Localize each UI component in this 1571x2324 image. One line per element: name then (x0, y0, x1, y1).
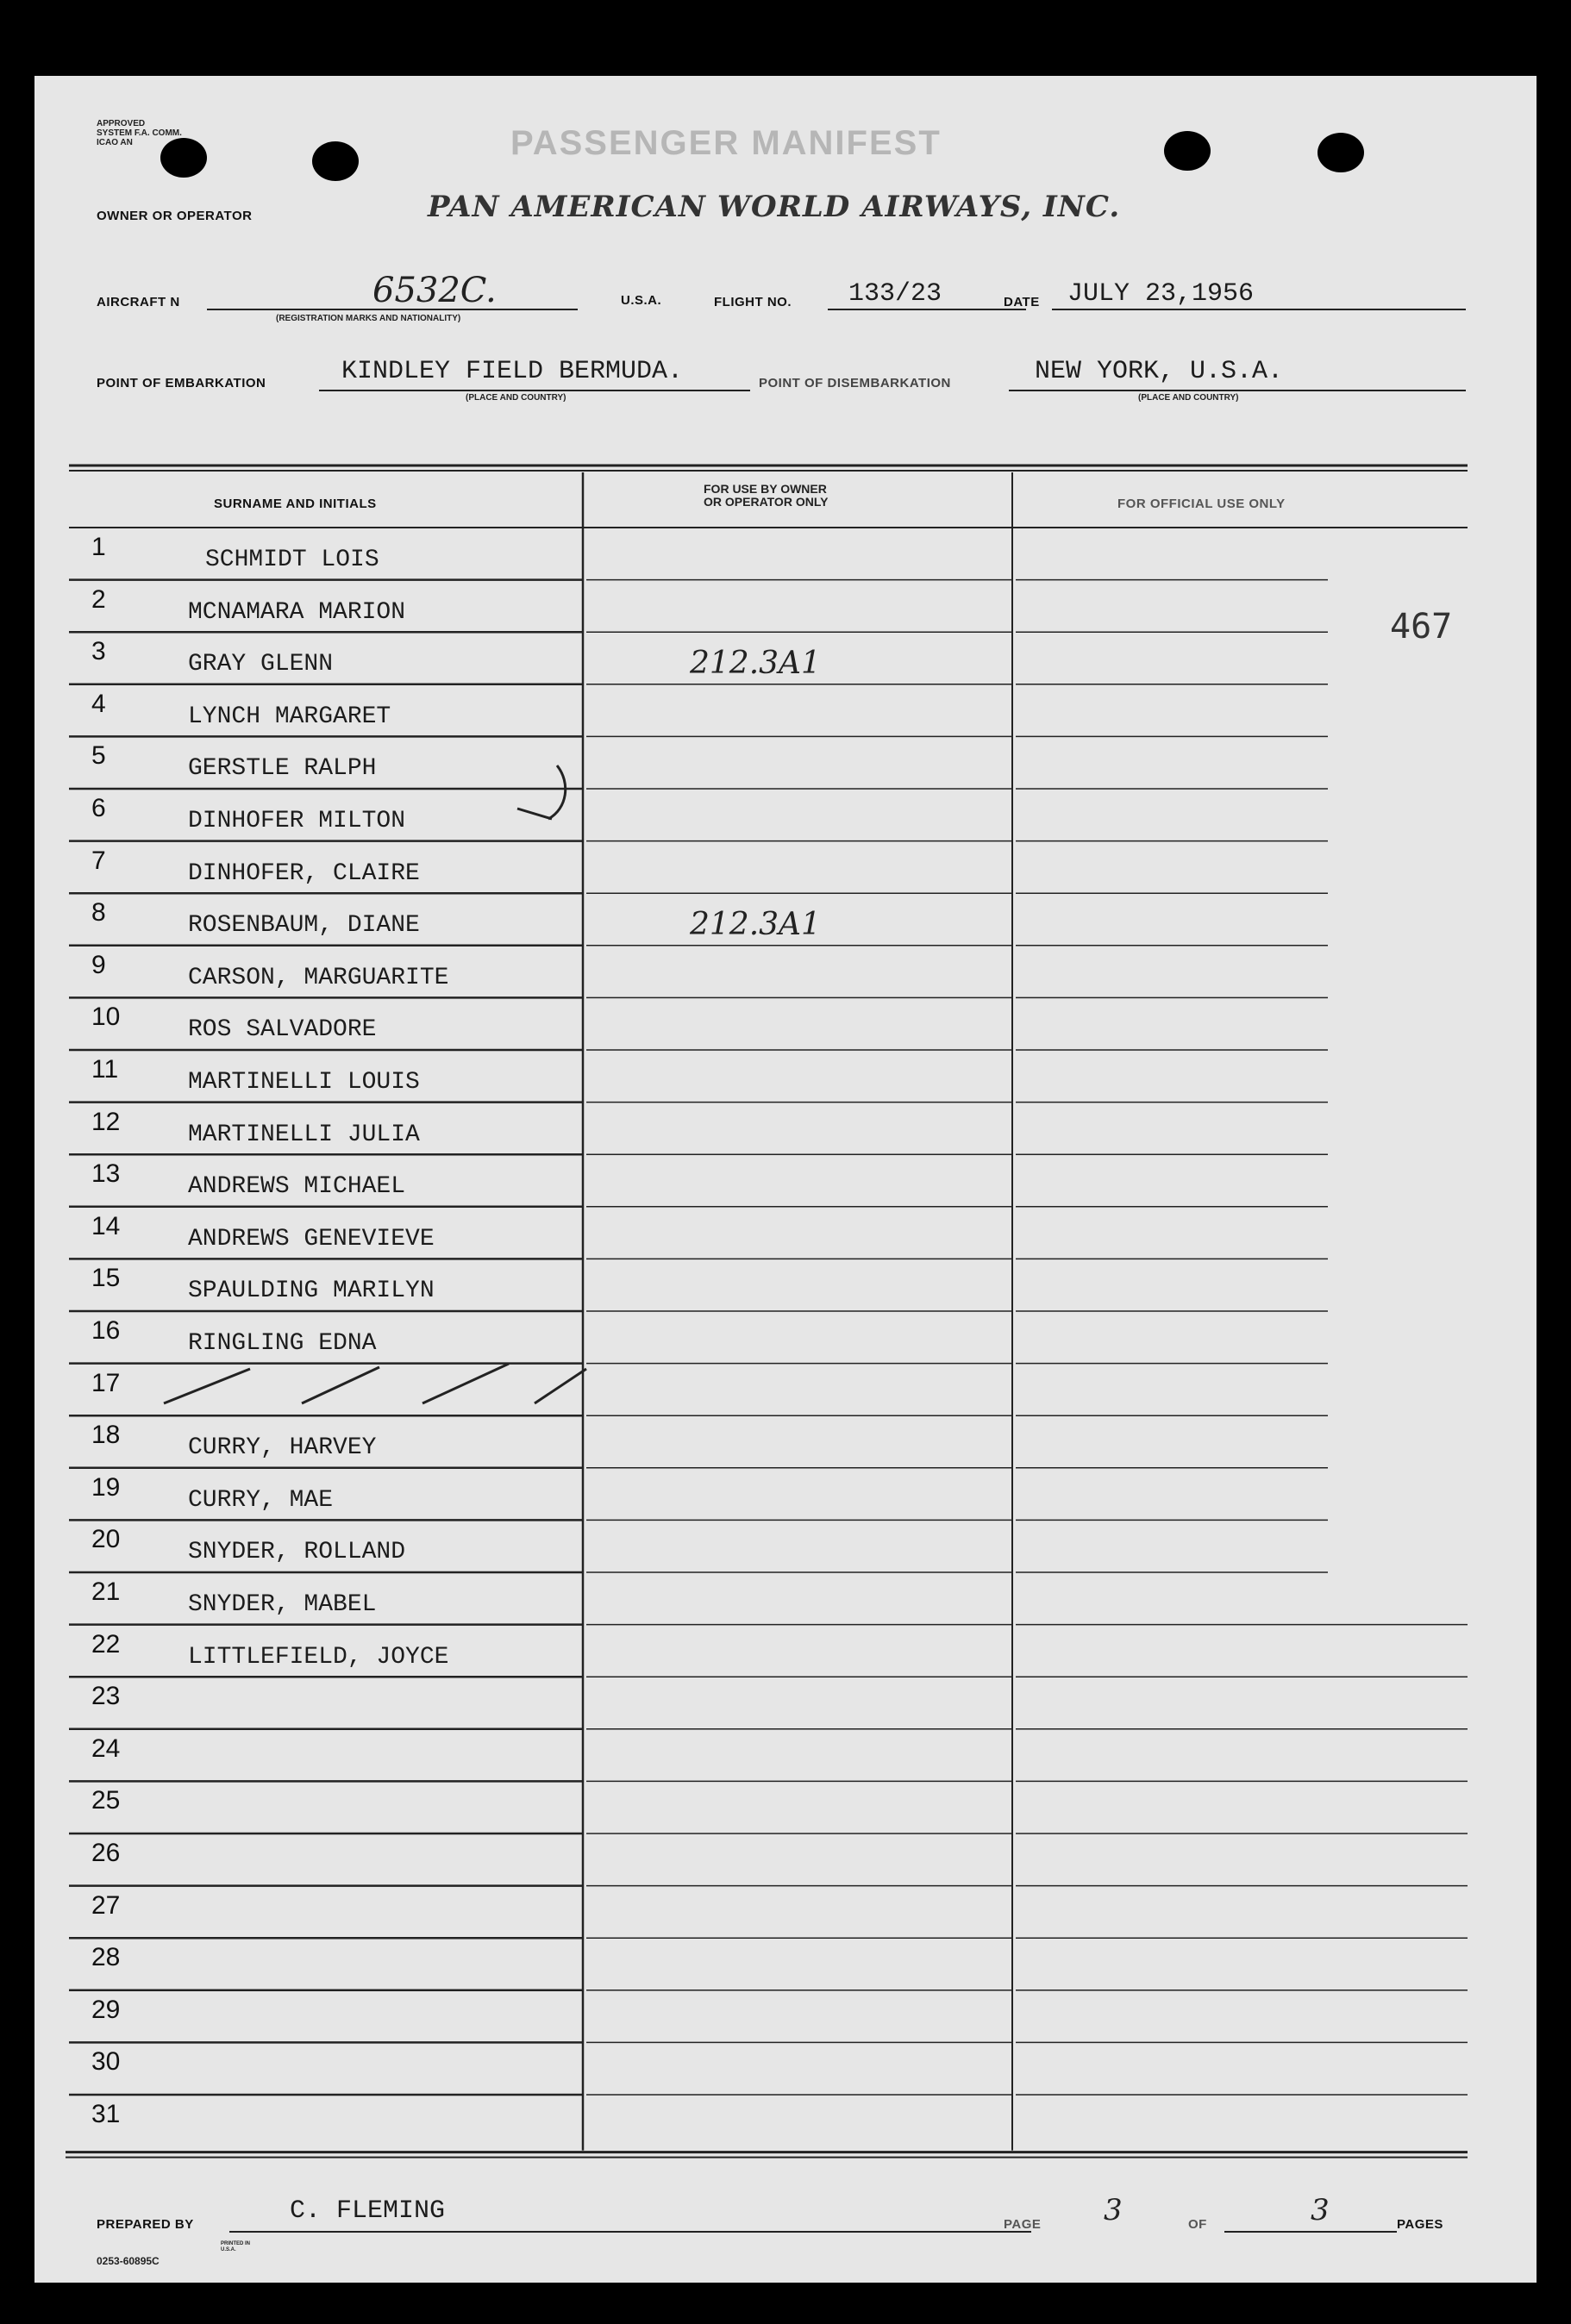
row-number: 24 (91, 1734, 121, 1763)
row-number: 10 (91, 1003, 121, 1032)
passenger-name: ROS SALVADORE (188, 1016, 377, 1044)
row-number: 5 (91, 741, 106, 771)
passenger-name: CURRY, MAE (188, 1486, 334, 1514)
row-number: 30 (91, 2047, 121, 2077)
passenger-name: SCHMIDT LOIS (205, 547, 379, 573)
aircraft-label: AIRCRAFT N (97, 295, 180, 309)
row-number: 28 (91, 1943, 121, 1972)
page-number: 3 (1104, 2193, 1123, 2227)
row-number: 9 (91, 950, 106, 979)
flight-label: FLIGHT NO. (714, 295, 792, 309)
passenger-name: ROSENBAUM, DIANE (188, 912, 420, 940)
passenger-name: ANDREWS MICHAEL (188, 1173, 406, 1201)
embarkation-caption: (PLACE AND COUNTRY) (466, 393, 566, 403)
row-number: 14 (91, 1211, 121, 1240)
flight-number: 133/23 (848, 279, 942, 309)
passenger-name: LYNCH MARGARET (188, 703, 391, 730)
passenger-name: DINHOFER, CLAIRE (188, 859, 420, 887)
row-number: 27 (91, 1890, 121, 1920)
passenger-name: LITTLEFIELD, JOYCE (188, 1643, 449, 1671)
check-mark (34, 76, 1537, 2283)
date-label: DATE (1004, 295, 1040, 309)
row-number: 20 (91, 1525, 121, 1554)
approval-block: APPROVED SYSTEM F.A. COMM. ICAO AN (97, 119, 182, 147)
prepared-by-label: PREPARED BY (97, 2217, 194, 2232)
passenger-name: SNYDER, ROLLAND (188, 1539, 406, 1566)
stamp-number: 467 (1390, 607, 1453, 647)
owner-note: 212.3A1 (690, 646, 821, 682)
form-title: PASSENGER MANIFEST (510, 124, 942, 162)
aircraft-nationality: U.S.A. (621, 293, 662, 308)
passenger-name: GRAY GLENN (188, 651, 334, 678)
passenger-name: MARTINELLI LOUIS (188, 1069, 420, 1096)
row-number: 3 (91, 637, 106, 666)
passenger-name: CURRY, HARVEY (188, 1434, 377, 1462)
column-header-owner: FOR USE BY OWNER OR OPERATOR ONLY (704, 482, 829, 509)
row-number: 15 (91, 1264, 121, 1293)
passenger-name: GERSTLE RALPH (188, 755, 377, 783)
row-number: 29 (91, 1995, 121, 2024)
passenger-name: MCNAMARA MARION (188, 598, 406, 626)
row-number: 12 (91, 1107, 121, 1136)
owner-note: 212.3A1 (690, 907, 821, 943)
row-number: 11 (91, 1055, 119, 1084)
owner-name: PAN AMERICAN WORLD AIRWAYS, INC. (428, 190, 1121, 224)
disembarkation-caption: (PLACE AND COUNTRY) (1138, 393, 1239, 403)
aircraft-registration: 6532C. (372, 271, 497, 310)
embarkation-label: POINT OF EMBARKATION (97, 376, 266, 390)
row-number: 23 (91, 1682, 121, 1711)
passenger-name: ANDREWS GENEVIEVE (188, 1225, 435, 1253)
row-number: 26 (91, 1839, 121, 1867)
row-number: 4 (91, 689, 106, 718)
row-number: 13 (91, 1159, 121, 1189)
owner-label: OWNER OR OPERATOR (97, 209, 253, 223)
row-number: 6 (91, 794, 106, 822)
row-number: 8 (91, 898, 106, 928)
row-number: 25 (91, 1786, 121, 1815)
disembarkation-point: NEW YORK, U.S.A. (1035, 357, 1284, 386)
column-header-official: FOR OFFICIAL USE ONLY (1117, 497, 1286, 511)
row-number: 22 (91, 1629, 121, 1659)
page-total: 3 (1311, 2193, 1330, 2227)
embarkation-point: KINDLEY FIELD BERMUDA. (341, 357, 684, 386)
row-number: 19 (91, 1472, 121, 1502)
row-number: 1 (91, 533, 106, 561)
column-header-surname: SURNAME AND INITIALS (214, 497, 377, 511)
passenger-name: MARTINELLI JULIA (188, 1121, 420, 1148)
row-number: 31 (91, 2100, 121, 2128)
passenger-name: CARSON, MARGUARITE (188, 964, 449, 991)
of-label: OF (1188, 2217, 1207, 2232)
disembarkation-label: POINT OF DISEMBARKATION (759, 376, 951, 390)
passenger-name: RINGLING EDNA (188, 1330, 377, 1357)
pages-label: PAGES (1397, 2217, 1443, 2232)
row-number: 18 (91, 1421, 121, 1450)
manifest-page (34, 76, 1537, 2283)
form-number: 0253-60895C (97, 2255, 160, 2267)
page-label: PAGE (1004, 2217, 1042, 2232)
row-number: 17 (91, 1368, 121, 1397)
row-number: 16 (91, 1316, 121, 1345)
registration-caption: (REGISTRATION MARKS AND NATIONALITY) (276, 314, 461, 323)
flight-date: JULY 23,1956 (1067, 279, 1255, 309)
row-number: 21 (91, 1577, 121, 1606)
passenger-name: SNYDER, MABEL (188, 1591, 377, 1618)
printed-mark: PRINTED IN U.S.A. (221, 2241, 251, 2252)
row-number: 2 (91, 584, 106, 614)
passenger-name: DINHOFER MILTON (188, 808, 406, 834)
passenger-name: SPAULDING MARILYN (188, 1278, 435, 1305)
row-number: 7 (91, 846, 106, 875)
prepared-by-name: C. FLEMING (290, 2196, 446, 2226)
